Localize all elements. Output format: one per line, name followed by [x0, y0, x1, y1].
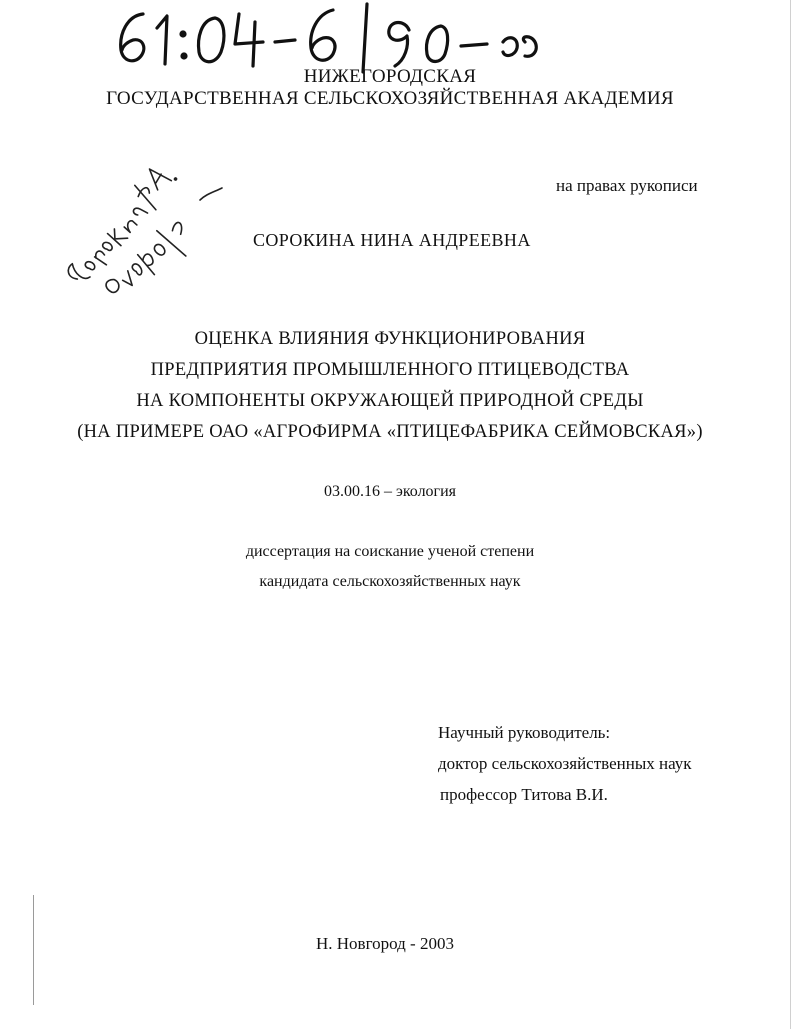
supervisor-name: профессор Титова В.И. [440, 785, 608, 804]
manuscript-note: на правах рукописи [556, 176, 698, 195]
specialty-code: 03.00.16 – экология [323, 483, 457, 500]
city-year: Н. Новгород - 2003 [316, 934, 454, 953]
handwritten-archive-code [105, 0, 605, 75]
dissertation-title-line2: ПРЕДПРИЯТИЯ ПРОМЫШЛЕННОГО ПТИЦЕВОДСТВА [150, 360, 630, 380]
institution-name-line2: ГОСУДАРСТВЕННАЯ СЕЛЬСКОХОЗЯЙСТВЕННАЯ АКАДЕМИЯ [106, 88, 674, 109]
degree-line2: кандидата сельскохозяйственных наук [259, 573, 521, 590]
supervisor-degree: доктор сельскохозяйственных наук [438, 754, 692, 773]
institution-name-line1: НИЖЕГОРОДСКАЯ [303, 66, 477, 87]
dissertation-title-line1: ОЦЕНКА ВЛИЯНИЯ ФУНКЦИОНИРОВАНИЯ [194, 329, 586, 349]
author-name: СОРОКИНА НИНА АНДРЕЕВНА [253, 230, 531, 250]
scan-edge-left [33, 895, 34, 1005]
dissertation-title-line3: НА КОМПОНЕНТЫ ОКРУЖАЮЩЕЙ ПРИРОДНОЙ СРЕДЫ [136, 391, 644, 411]
author-signature [40, 140, 230, 300]
supervisor-label: Научный руководитель: [438, 723, 611, 742]
dissertation-title-line4: (НА ПРИМЕРЕ ОАО «АГРОФИРМА «ПТИЦЕФАБРИКА СЕЙМОВСКАЯ») [77, 422, 703, 442]
scan-edge-right [790, 0, 791, 1029]
degree-line1: диссертация на соискание ученой степени [245, 543, 535, 560]
